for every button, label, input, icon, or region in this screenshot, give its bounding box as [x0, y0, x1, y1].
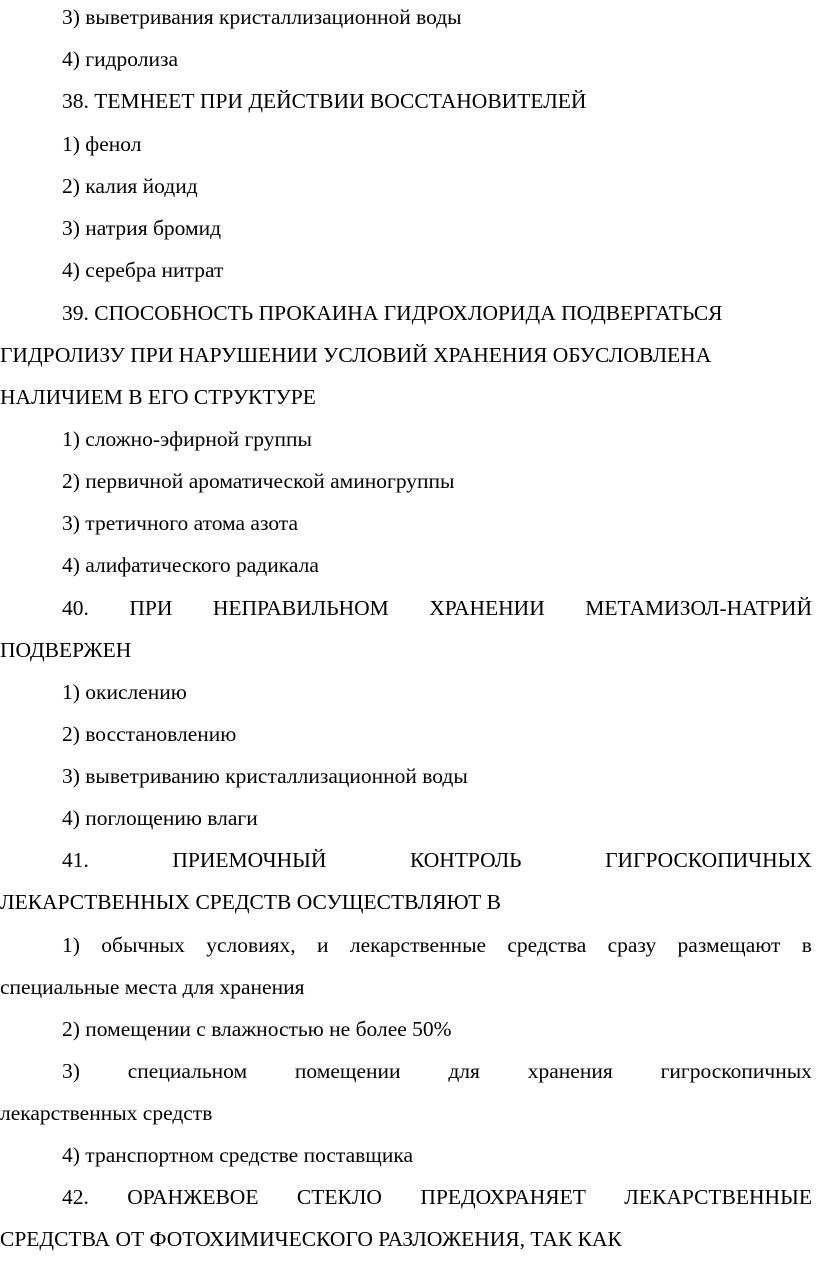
answer-option: 2) помещении с влажностью не более 50% — [62, 1017, 452, 1041]
word: условиях, — [206, 933, 296, 957]
question-heading: 39. СПОСОБНОСТЬ ПРОКАИНА ГИДРОХЛОРИДА ПОДВЕРГАТЬСЯ — [62, 301, 723, 325]
word: ГИГРОСКОПИЧНЫХ — [605, 848, 812, 872]
word: СТЕКЛО — [296, 1185, 382, 1209]
answer-option: 3) выветриванию кристаллизационной воды — [62, 764, 468, 788]
word: и — [317, 933, 329, 957]
word: ХРАНЕНИИ — [429, 596, 545, 620]
question-heading-continued: ЛЕКАРСТВЕННЫХ СРЕДСТВ ОСУЩЕСТВЛЯЮТ В — [0, 890, 501, 914]
answer-option: 2) калия йодид — [62, 174, 198, 198]
answer-option — [0, 930, 816, 960]
word: в — [801, 933, 812, 957]
answer-option: 3) третичного атома азота — [62, 511, 299, 535]
word: ПРЕДОХРАНЯЕТ — [420, 1185, 586, 1209]
word: размещают — [677, 933, 781, 957]
answer-option: 4) поглощению влаги — [62, 806, 258, 830]
answer-option: 4) транспортном средстве поставщика — [62, 1143, 414, 1167]
answer-option: 3) натрия бромид — [62, 216, 222, 240]
word: МЕТАМИЗОЛ-НАТРИЙ — [585, 596, 812, 620]
answer-option: 3) выветривания кристаллизационной воды — [62, 5, 462, 29]
word: помещении — [294, 1059, 401, 1083]
word: специальном — [127, 1059, 248, 1083]
word: обычных — [101, 933, 185, 957]
answer-option: 1) окислению — [62, 680, 187, 704]
word: для — [448, 1059, 480, 1083]
word: ПРИ — [129, 596, 173, 620]
answer-option-continued: специальные места для хранения — [0, 975, 305, 999]
answer-option: 4) серебра нитрат — [62, 258, 224, 282]
word: лекарственные — [349, 933, 487, 957]
word: хранения — [527, 1059, 613, 1083]
answer-option: 4) алифатического радикала — [62, 553, 319, 577]
answer-option: 4) гидролиза — [62, 47, 179, 71]
question-heading-continued: ГИДРОЛИЗУ ПРИ НАРУШЕНИИ УСЛОВИЙ ХРАНЕНИЯ ОБУСЛОВЛЕНА — [0, 343, 712, 367]
answer-option: 2) восстановлению — [62, 722, 237, 746]
word: ОРАНЖЕВОЕ — [127, 1185, 259, 1209]
word: гигроскопичных — [660, 1059, 812, 1083]
answer-option — [0, 1056, 816, 1086]
word: 41. — [62, 848, 89, 872]
question-heading-continued: СРЕДСТВА ОТ ФОТОХИМИЧЕСКОГО РАЗЛОЖЕНИЯ, ТАК КАК — [0, 1227, 622, 1251]
word: 42. — [62, 1185, 89, 1209]
word: средства — [507, 933, 587, 957]
word: НЕПРАВИЛЬНОМ — [212, 596, 389, 620]
word: сразу — [607, 933, 657, 957]
question-heading — [0, 1182, 816, 1212]
word: ПРИЕМОЧНЫЙ — [172, 848, 327, 872]
answer-option: 2) первичной ароматической аминогруппы — [62, 469, 455, 493]
answer-option: 1) сложно-эфирной группы — [62, 427, 312, 451]
question-heading — [0, 593, 816, 623]
answer-option-continued: лекарственных средств — [0, 1101, 213, 1125]
question-heading-continued: НАЛИЧИЕМ В ЕГО СТРУКТУРЕ — [0, 385, 316, 409]
word: 3) — [62, 1059, 80, 1083]
answer-option: 1) фенол — [62, 132, 142, 156]
word: 1) — [62, 933, 80, 957]
word: 40. — [62, 596, 89, 620]
word: ЛЕКАРСТВЕННЫЕ — [624, 1185, 812, 1209]
word: КОНТРОЛЬ — [409, 848, 522, 872]
question-heading: 38. ТЕМНЕЕТ ПРИ ДЕЙСТВИИ ВОССТАНОВИТЕЛЕЙ — [62, 89, 587, 113]
question-heading-continued: ПОДВЕРЖЕН — [0, 638, 132, 662]
question-heading — [0, 845, 816, 875]
